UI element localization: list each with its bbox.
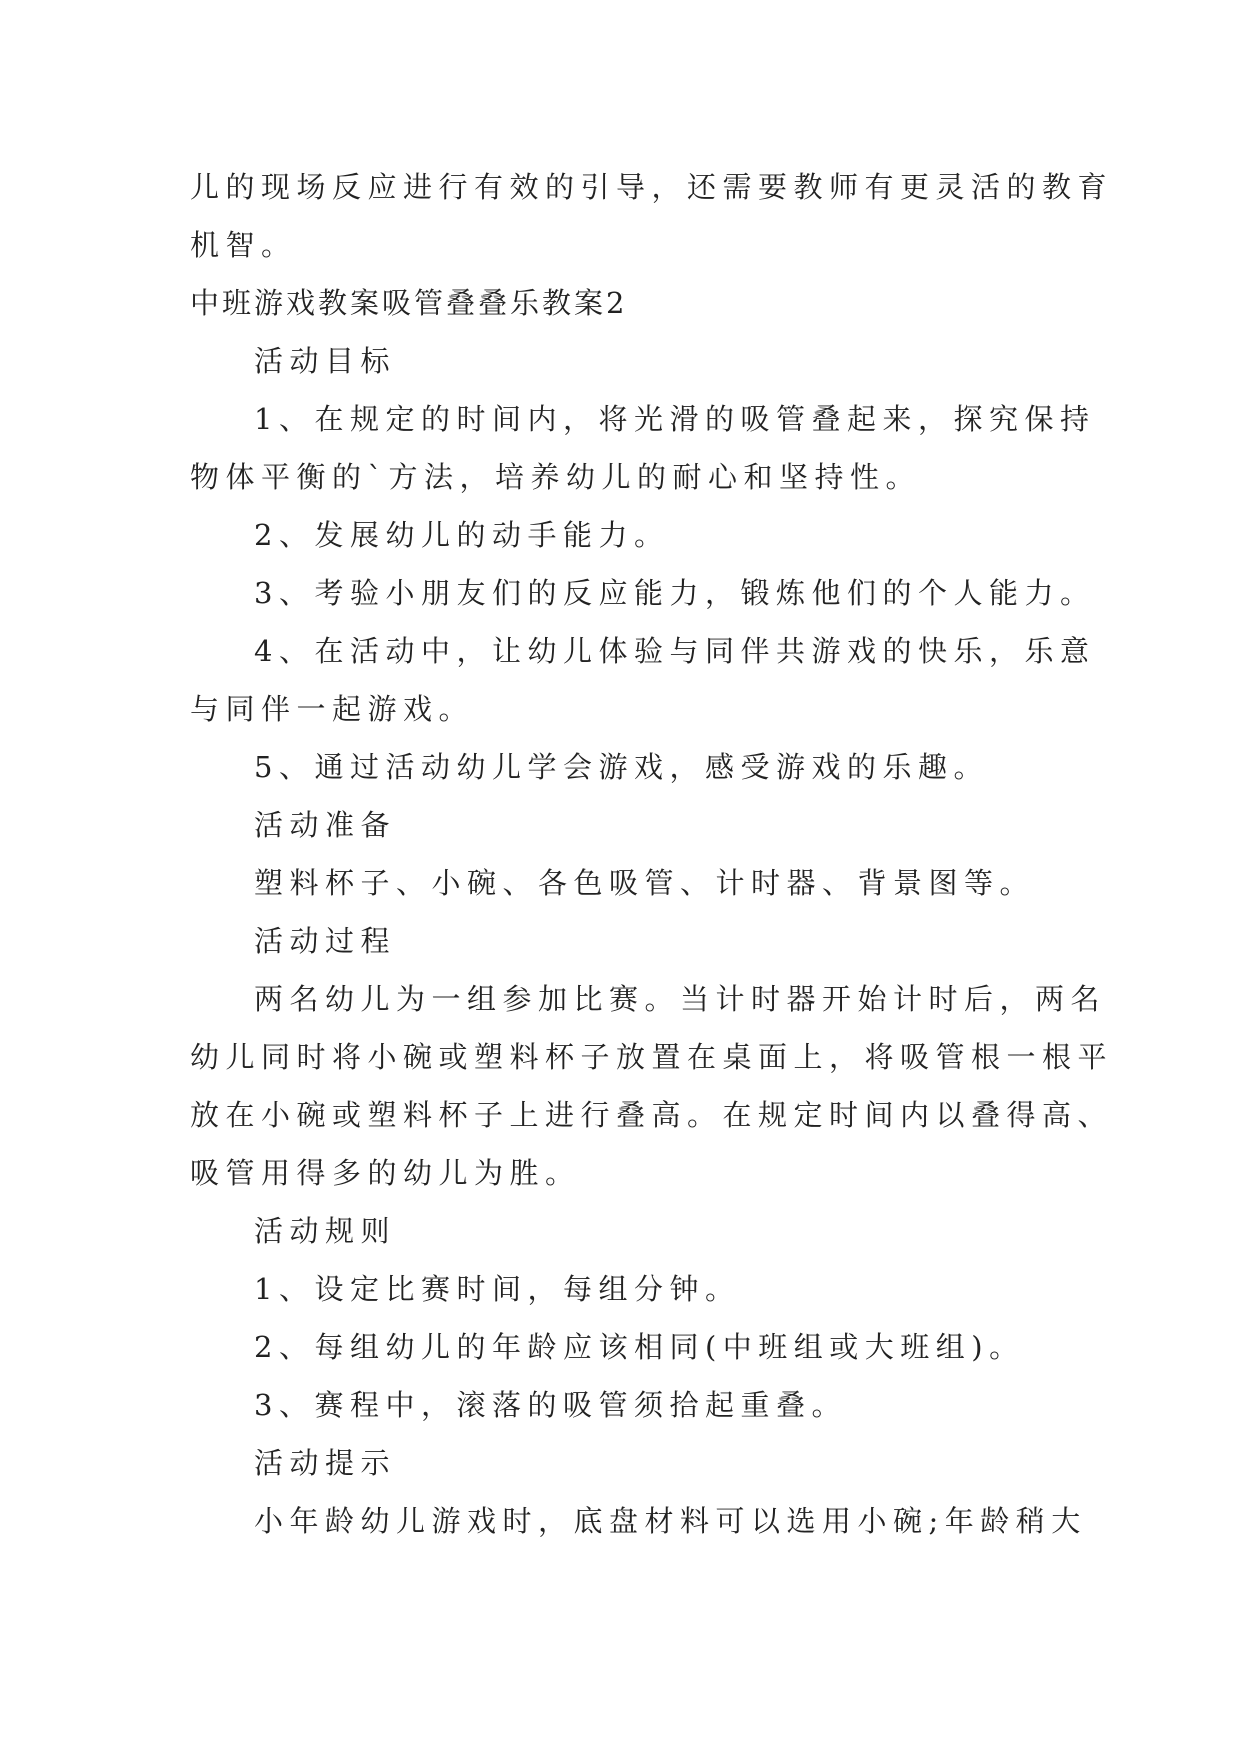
text-line: 4、在活动中，让幼儿体验与同伴共游戏的快乐，乐意 <box>254 634 1096 668</box>
section-title: 中班游戏教案吸管叠叠乐教案2 <box>190 286 628 320</box>
document-page <box>190 158 1114 1550</box>
subheading-activity-preparation: 活动准备 <box>254 808 397 842</box>
subheading-activity-tips: 活动提示 <box>254 1446 397 1480</box>
text-line: 2、每组幼儿的年龄应该相同(中班组或大班组)。 <box>254 1330 1025 1364</box>
subheading-activity-goals: 活动目标 <box>254 344 397 378</box>
text-line: 小年龄幼儿游戏时，底盘材料可以选用小碗;年龄稍大 <box>254 1504 1087 1538</box>
text-line: 3、考验小朋友们的反应能力，锻炼他们的个人能力。 <box>254 576 1096 610</box>
text-line: 1、设定比赛时间，每组分钟。 <box>254 1272 741 1306</box>
text-line: 3、赛程中，滚落的吸管须拾起重叠。 <box>254 1388 847 1422</box>
subheading-activity-rules: 活动规则 <box>254 1214 397 1248</box>
subheading-activity-process: 活动过程 <box>254 924 397 958</box>
text-line: 1、在规定的时间内，将光滑的吸管叠起来，探究保持 <box>254 402 1096 436</box>
text-line: 幼儿同时将小碗或塑料杯子放置在桌面上，将吸管根一根平 <box>190 1040 1114 1074</box>
text-line: 物体平衡的`方法，培养幼儿的耐心和坚持性。 <box>190 460 922 494</box>
text-line: 5、通过活动幼儿学会游戏，感受游戏的乐趣。 <box>254 750 989 784</box>
text-line: 与同伴一起游戏。 <box>190 692 475 726</box>
text-line: 儿的现场反应进行有效的引导，还需要教师有更灵活的教育 <box>190 170 1114 204</box>
text-line: 放在小碗或塑料杯子上进行叠高。在规定时间内以叠得高、 <box>190 1098 1114 1132</box>
text-line: 机智。 <box>190 228 297 262</box>
text-line: 塑料杯子、小碗、各色吸管、计时器、背景图等。 <box>254 866 1036 900</box>
text-line: 两名幼儿为一组参加比赛。当计时器开始计时后，两名 <box>254 982 1107 1016</box>
text-line: 吸管用得多的幼儿为胜。 <box>190 1156 581 1190</box>
text-line: 2、发展幼儿的动手能力。 <box>254 518 670 552</box>
